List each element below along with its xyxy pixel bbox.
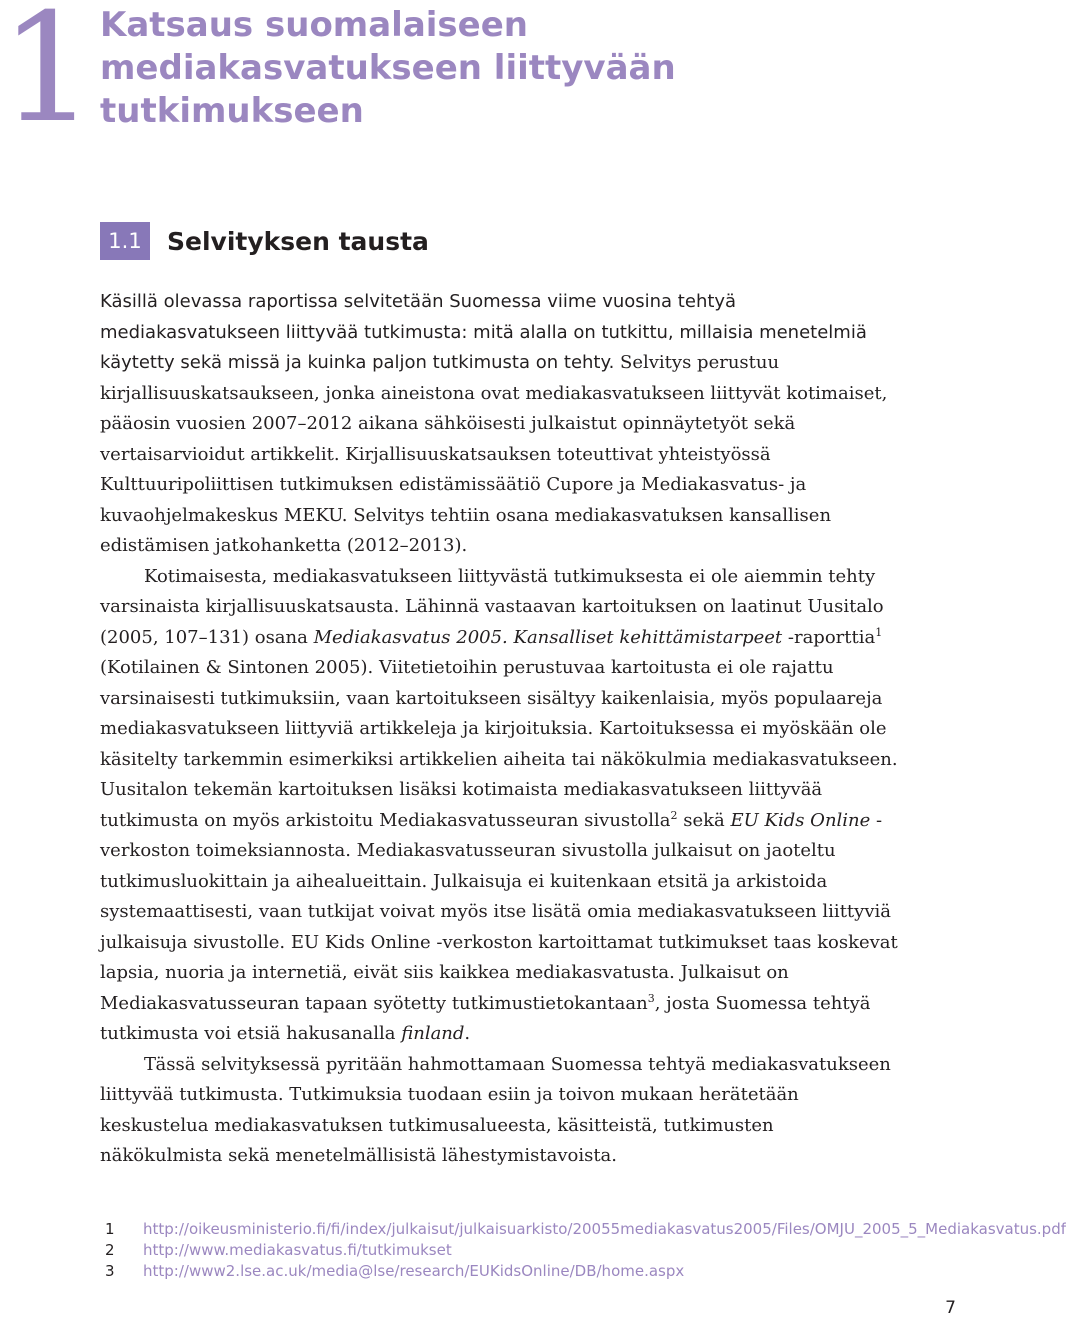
footnote-number: 3 (105, 1262, 115, 1280)
footnote-ref-3: 3 (647, 991, 655, 1005)
paragraph-3: Tässä selvityksessä pyritään hahmottamaan Suomessa tehtyä mediakasvatukseen liittyvää tutkimusta. Tutkimuksia tuodaan esiin ja toivon mukaan herätetään keskustelua mediakasvatuksen tutkimusalueesta, käsitteistä, tutkimusten näkökulmista sekä menetelmällisistä lähestymistavoista. (100, 1053, 891, 1166)
section-title: Selvityksen tausta (167, 226, 429, 256)
chapter-number: 1 (0, 0, 90, 156)
search-term: finland (401, 1023, 465, 1044)
footnotes (100, 1219, 1066, 1282)
paragraph-2-part: (Kotilainen & Sintonen 2005). Viitetietoihin perustuvaa kartoitusta ei ole rajattu varsinaisesti tutkimuksiin, vaan kartoitukseen sisältyy kaikenlaisia, myös populaareja mediakasvatukseen liittyviä artikkeleja ja kirjoituksia. Kartoituksessa ei myöskään ole käsitelty tarkemmin esimerkiksi artikkelien aiheita tai näkökulmia mediakasvatukseen. Uusitalon tekemän kartoituksen lisäksi kotimaista mediakasvatukseen liittyvää tutkimusta on myös arkistoitu Mediakasvatusseuran sivustolla (100, 657, 898, 831)
footnote-2 (100, 1240, 920, 1261)
section-heading (100, 221, 429, 261)
footnote-ref-1: 1 (875, 625, 883, 639)
footnote-number: 1 (105, 1220, 115, 1238)
paragraph-2 (100, 562, 900, 1050)
paragraph-2-part: Kotimaisesta, mediakasvatukseen liittyvästä tutkimuksesta ei ole aiemmin tehty varsinaista kirjallisuuskatsausta. Lähinnä vastaavan kartoituksen on laatinut Uusitalo (2005, 107–131) osana (100, 565, 884, 648)
footnote-link[interactable]: http://www2.lse.ac.uk/media@lse/research/EUKidsOnline/DB/home.aspx (143, 1262, 685, 1280)
footnote-number: 2 (105, 1241, 115, 1259)
publication-title: Mediakasvatus 2005. Kansalliset kehittämistarpeet (313, 626, 783, 648)
chapter-title: Katsaus suomalaiseen mediakasvatukseen liittyvään tutkimukseen (100, 5, 676, 131)
footnote-1 (100, 1219, 1066, 1240)
paragraph-2-part: sekä (677, 809, 731, 831)
body-text (100, 287, 900, 1172)
paragraph-1-lead: Käsillä olevassa raportissa selvitetään Suomessa viime vuosina tehtyä mediakasvatukseen liittyvää tutkimusta: mitä alalla on tutkittu, millaisia menetelmiä käytetty sekä missä ja kuinka paljon tutkimusta on tehty. (100, 291, 867, 373)
footnote-ref-2: 2 (670, 808, 678, 822)
paragraph-2-part: . (464, 1023, 471, 1044)
paragraph-2-part: -raporttia (782, 626, 876, 648)
footnote-link[interactable]: http://oikeusministerio.fi/fi/index/julkaisut/julkaisuarkisto/20055mediakasvatus2005/Files/OMJU_2005_5_Mediakasvatus.pdf (143, 1220, 1066, 1238)
network-name: EU Kids Online (730, 809, 871, 831)
paragraph-1 (100, 287, 900, 562)
paragraph-2-part: , josta Suomessa tehtyä tutkimusta voi etsiä hakusanalla (100, 992, 871, 1044)
paragraph-1-rest: Selvitys perustuu kirjallisuuskatsaukseen, jonka aineistona ovat mediakasvatukseen liittyvät kotimaiset, pääosin vuosien 2007–2012 aikana sähköisesti julkaistut opinnäytetyöt sekä vertaisarvioidut artikkelit. Kirjallisuuskatsauksen toteuttivat yhteistyössä Kulttuuripoliittisen tutkimuksen edistämissäätiö Cupore ja Mediakasvatus- ja kuvaohjelmakeskus MEKU. Selvitys tehtiin osana mediakasvatuksen kansallisen edistämisen jatkohanketta (2012–2013). (100, 352, 888, 556)
footnote-3 (100, 1261, 920, 1282)
paragraph-2-part: -verkoston toimeksiannosta. Mediakasvatusseuran sivustolla julkaisut on jaoteltu tutkimusluokittain ja aihealueittain. Julkaisuja ei kuitenkaan etsitä ja arkistoida systemaattisesti, vaan tutkijat voivat myös itse lisätä omia mediakasvatukseen liittyviä julkaisuja sivustolle. EU Kids Online -verkoston kartoittamat tutkimukset taas koskevat lapsia, nuoria ja internetiä, eivät siis kaikkea mediakasvatusta. Julkaisut on Mediakasvatusseuran tapaan syötetty tutkimustietokantaan (100, 809, 898, 1014)
page-number: 7 (945, 1298, 956, 1318)
section-number-badge: 1.1 (100, 222, 150, 260)
footnote-link[interactable]: http://www.mediakasvatus.fi/tutkimukset (143, 1241, 452, 1259)
